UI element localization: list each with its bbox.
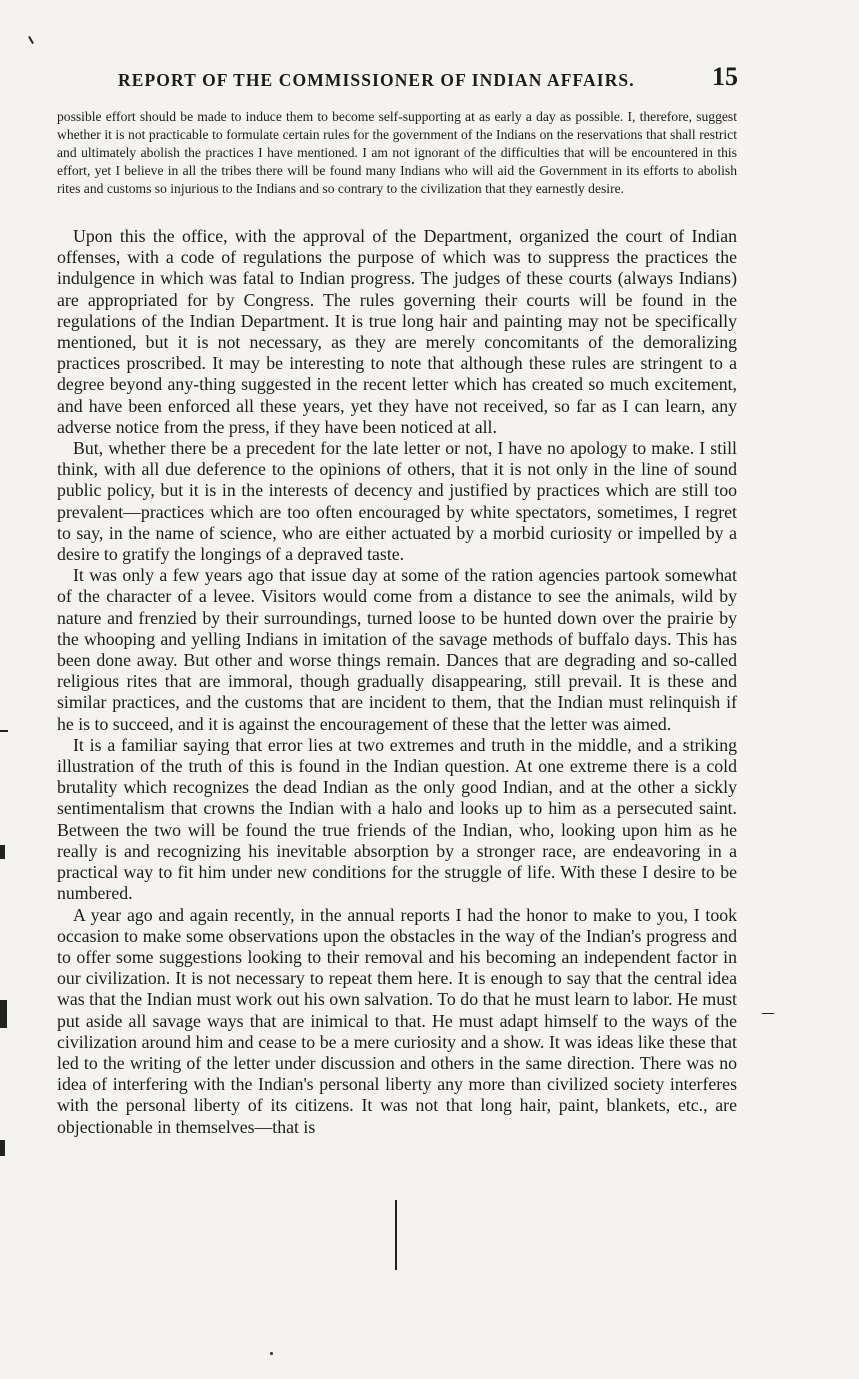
scan-speck xyxy=(270,1352,273,1355)
scan-mark xyxy=(0,1140,5,1156)
scan-mark xyxy=(0,845,5,859)
running-title: REPORT OF THE COMMISSIONER OF INDIAN AFFAIRS. xyxy=(118,70,635,90)
body-text xyxy=(57,226,737,1138)
page-number: 15 xyxy=(712,62,738,91)
paragraph: But, whether there be a precedent for the late letter or not, I have no apology to make. I still think, with all due deference to the opinions of others, that it is not only in the line of sound public policy, but it is in the interests of decency and justified by practices which are still too prevalent—practices which are too often encouraged by white spectators, sometimes, I regret to say, in the name of science, who are either actuated by a morbid curiosity or impelled by a desire to gratify the longings of a depraved taste. xyxy=(57,438,737,565)
quoted-passage: possible effort should be made to induce them to become self-supporting at as early a day as possible. I, therefore, suggest whether it is not practicable to formulate certain rules for the government of the Indians on the reservations that shall restrict and ultimately abolish the practices I have mentioned. I am not ignorant of the difficulties that will be encountered in this effort, yet I believe in all the tribes there will be found many Indians who will aid the Government in its efforts to abolish rites and customs so injurious to the Indians and so contrary to the civilization that they earnestly desire. xyxy=(57,109,737,196)
scan-mark xyxy=(762,1013,774,1014)
paragraph: A year ago and again recently, in the annual reports I had the honor to make to you, I took occasion to make some observations upon the obstacles in the way of the Indian's progress and to offer some suggestions looking to their removal and his becoming an independent factor in our civilization. It is not necessary to repeat them here. It is enough to say that the central idea was that the Indian must work out his own salvation. To do that he must learn to labor. He must put aside all savage ways that are inimical to that. He must adapt himself to the ways of the civilization around him and cease to be a mere curiosity and a show. It was ideas like these that led to the writing of the letter under discussion and others in the same direction. There was no idea of interfering with the Indian's personal liberty any more than civilized society interferes with the personal liberty of its citizens. It was not that long hair, paint, blankets, etc., are objectionable in themselves—that is xyxy=(57,904,737,1137)
scan-mark xyxy=(0,730,8,732)
paragraph: It is a familiar saying that error lies at two extremes and truth in the middle, and a striking illustration of the truth of this is found in the Indian question. At one extreme there is a cold brutality which recognizes the dead Indian as the only good Indian, and at the other a sickly sentimentalism that crowns the Indian with a halo and looks up to him as a persecuted saint. Between the two will be found the true friends of the Indian, who, looking upon him as he really is and recognizing his inevitable absorption by a stronger race, are endeavoring in a practical way to fit him under new conditions for the struggle of life. With these I desire to be numbered. xyxy=(57,734,737,904)
scan-mark xyxy=(0,1000,7,1028)
scan-mark xyxy=(395,1200,397,1270)
paragraph: It was only a few years ago that issue day at some of the ration agencies partook somewhat of the character of a levee. Visitors would come from a distance to see the animals, wild by nature and frenzied by their surroundings, turned loose to be hunted down over the prairie by the whooping and yelling Indians in imitation of the savage methods of buffalo days. This has been done away. But other and worse things remain. Dances that are degrading and so-called religious rites that are immoral, though gradually disappearing, still prevail. It is these and similar practices, and the customs that are incident to them, that the Indian must relinquish if he is to succeed, and it is against the encouragement of these that the letter was aimed. xyxy=(57,565,737,734)
scan-mark xyxy=(28,36,34,44)
paragraph: Upon this the office, with the approval of the Department, organized the court of Indian offenses, with a code of regulations the purpose of which was to suppress the practices the indulgence in which was fatal to Indian progress. The judges of these courts (always Indians) are appropriated for by Congress. The rules governing their courts will be found in the regulations of the Indian Department. It is true long hair and painting may not be specifically mentioned, but it is not necessary, as they are merely concomitants of the demoralizing practices proscribed. It may be interesting to note that although these rules are stringent to a degree beyond any-thing suggested in the recent letter which has created so much excitement, and have been enforced all these years, yet they have not received, so far as I can learn, any adverse notice from the press, if they have been noticed at all. xyxy=(57,226,737,437)
page-header xyxy=(118,62,740,94)
